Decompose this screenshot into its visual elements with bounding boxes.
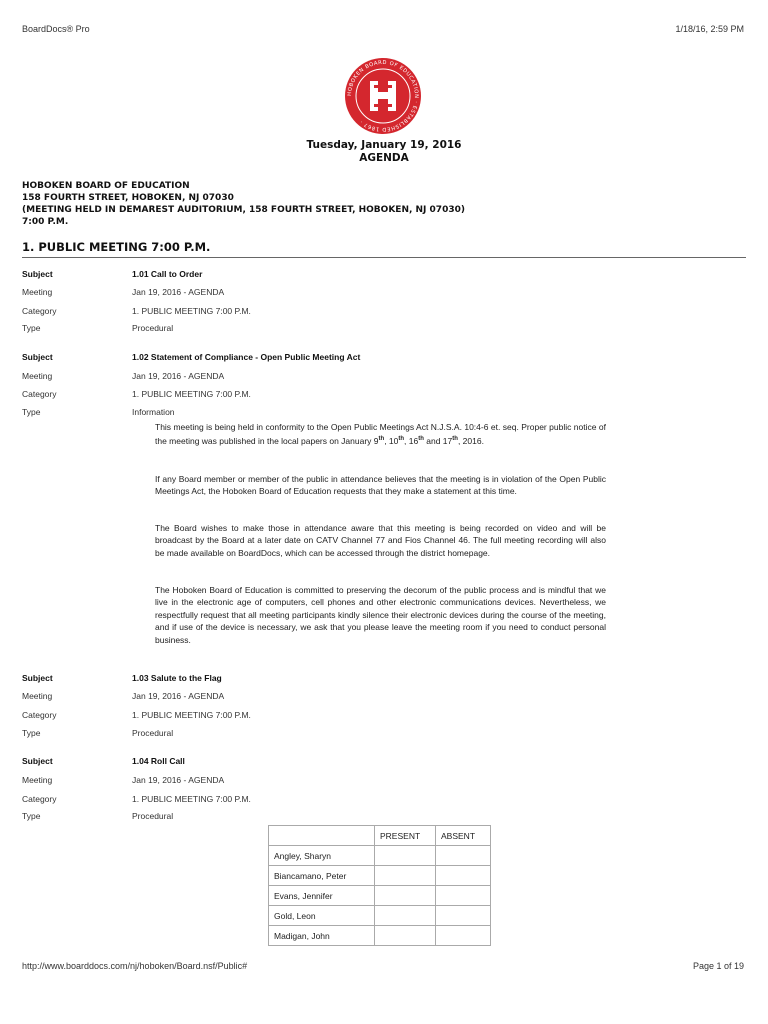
print-datetime: 1/18/16, 2:59 PM bbox=[675, 24, 744, 34]
category-label: Category bbox=[22, 306, 57, 316]
item-category: 1. PUBLIC MEETING 7:00 P.M. bbox=[132, 710, 251, 720]
organization-block bbox=[22, 180, 465, 228]
ordinal-suffix: th bbox=[418, 436, 424, 443]
meeting-location: (MEETING HELD IN DEMAREST AUDITORIUM, 158 FOURTH STREET, HOBOKEN, NJ 07030) bbox=[22, 205, 465, 215]
hoboken-boe-seal-logo bbox=[344, 57, 422, 135]
type-label: Type bbox=[22, 728, 41, 738]
type-label: Type bbox=[22, 811, 41, 821]
present-cell bbox=[375, 926, 436, 946]
meeting-time: 7:00 P.M. bbox=[22, 217, 69, 227]
org-address: 158 FOURTH STREET, HOBOKEN, NJ 07030 bbox=[22, 193, 234, 203]
subject-label: Subject bbox=[22, 352, 53, 362]
table-header-row bbox=[269, 826, 491, 846]
member-name: Biancamano, Peter bbox=[269, 866, 375, 886]
statement-paragraph-4: The Hoboken Board of Education is committed to preserving the decorum of the public process and is mindful that we live in the electronic age of computers, cell phones and other electronic communications devices. Nevertheless, we respectfully request that all meeting participants kindly silence their electronic devices during the course of the meeting, and if use of the device is necessary, we ask that you please leave the meeting room if you need to conduct personal business. bbox=[155, 585, 606, 645]
meeting-label: Meeting bbox=[22, 691, 53, 701]
statement-paragraph-2: If any Board member or member of the public in attendance believes that the meeting is in violation of the Open Public Meetings Act, the Hoboken Board of Education requests that they make a statement at this time. bbox=[155, 474, 606, 497]
member-name: Gold, Leon bbox=[269, 906, 375, 926]
member-name: Angley, Sharyn bbox=[269, 846, 375, 866]
statement-text: This meeting is being held in conformity to the Open Public Meetings Act N.J.S.A. 10:4-6 et. seq. Proper public notice of the meeting was published in the local papers on January 9 bbox=[155, 422, 606, 447]
table-row bbox=[269, 846, 491, 866]
roll-call-table bbox=[268, 825, 491, 946]
item-type: Procedural bbox=[132, 728, 174, 738]
item-subject[interactable]: 1.02 Statement of Compliance - Open Public Meeting Act bbox=[132, 352, 361, 362]
subject-label: Subject bbox=[22, 756, 53, 766]
present-cell bbox=[375, 846, 436, 866]
statement-text: , 2016. bbox=[457, 436, 484, 447]
item-meeting: Jan 19, 2016 - AGENDA bbox=[132, 287, 225, 297]
item-category: 1. PUBLIC MEETING 7:00 P.M. bbox=[132, 794, 251, 804]
statement-text: , 10 bbox=[384, 436, 399, 447]
item-type: Procedural bbox=[132, 323, 174, 333]
agenda-heading: AGENDA bbox=[359, 152, 409, 164]
item-subject[interactable]: 1.03 Salute to the Flag bbox=[132, 673, 222, 683]
meeting-label: Meeting bbox=[22, 775, 53, 785]
page-url-link[interactable]: http://www.boarddocs.com/nj/hoboken/Board.nsf/Public# bbox=[22, 961, 248, 971]
statement-text: and 17 bbox=[423, 436, 453, 447]
org-name: HOBOKEN BOARD OF EDUCATION bbox=[22, 181, 190, 191]
type-label: Type bbox=[22, 407, 41, 417]
type-label: Type bbox=[22, 323, 41, 333]
meeting-label: Meeting bbox=[22, 371, 53, 381]
item-subject[interactable]: 1.01 Call to Order bbox=[132, 269, 203, 279]
absent-cell bbox=[436, 886, 491, 906]
absent-header: ABSENT bbox=[436, 826, 491, 846]
category-label: Category bbox=[22, 710, 57, 720]
statement-text: , 16 bbox=[404, 436, 419, 447]
absent-cell bbox=[436, 926, 491, 946]
category-label: Category bbox=[22, 794, 57, 804]
item-type: Information bbox=[132, 407, 175, 417]
absent-cell bbox=[436, 846, 491, 866]
table-row bbox=[269, 866, 491, 886]
item-type: Procedural bbox=[132, 811, 174, 821]
page-number: Page 1 of 19 bbox=[692, 961, 744, 971]
present-cell bbox=[375, 886, 436, 906]
ordinal-suffix: th bbox=[398, 436, 405, 443]
subject-label: Subject bbox=[22, 269, 53, 279]
absent-cell bbox=[436, 866, 491, 886]
table-header-cell bbox=[269, 826, 375, 846]
item-meeting: Jan 19, 2016 - AGENDA bbox=[132, 691, 225, 701]
item-meeting: Jan 19, 2016 - AGENDA bbox=[132, 775, 225, 785]
item-subject[interactable]: 1.04 Roll Call bbox=[132, 756, 185, 766]
app-name: BoardDocs® Pro bbox=[22, 24, 90, 34]
present-cell bbox=[375, 906, 436, 926]
meeting-date: Tuesday, January 19, 2016 bbox=[306, 139, 462, 151]
present-header: PRESENT bbox=[375, 826, 436, 846]
svg-text:HOBOKEN BOARD OF EDUCATION · E: HOBOKEN BOARD OF EDUCATION · ESTABLISHED 1867 · bbox=[346, 59, 420, 133]
present-cell bbox=[375, 866, 436, 886]
meeting-label: Meeting bbox=[22, 287, 53, 297]
table-row bbox=[269, 906, 491, 926]
section-divider bbox=[22, 257, 746, 258]
table-row bbox=[269, 926, 491, 946]
member-name: Evans, Jennifer bbox=[269, 886, 375, 906]
item-meeting: Jan 19, 2016 - AGENDA bbox=[132, 371, 225, 381]
item-category: 1. PUBLIC MEETING 7:00 P.M. bbox=[132, 306, 251, 316]
category-label: Category bbox=[22, 389, 57, 399]
absent-cell bbox=[436, 906, 491, 926]
ordinal-suffix: th bbox=[452, 436, 458, 443]
member-name: Madigan, John bbox=[269, 926, 375, 946]
subject-label: Subject bbox=[22, 673, 53, 683]
ordinal-suffix: th bbox=[378, 436, 385, 443]
statement-paragraph-3: The Board wishes to make those in attendance aware that this meeting is being recorded on video and will be broadcast by the Board at a later date on CATV Channel 77 and Fios Channel 46. The full meeting recording will also be made available on BoardDocs, which can be accessed through the district homepage. bbox=[155, 523, 606, 558]
item-category: 1. PUBLIC MEETING 7:00 P.M. bbox=[132, 389, 251, 399]
section-title: 1. PUBLIC MEETING 7:00 P.M. bbox=[22, 240, 211, 254]
table-row bbox=[269, 886, 491, 906]
statement-paragraph-1 bbox=[155, 421, 606, 448]
